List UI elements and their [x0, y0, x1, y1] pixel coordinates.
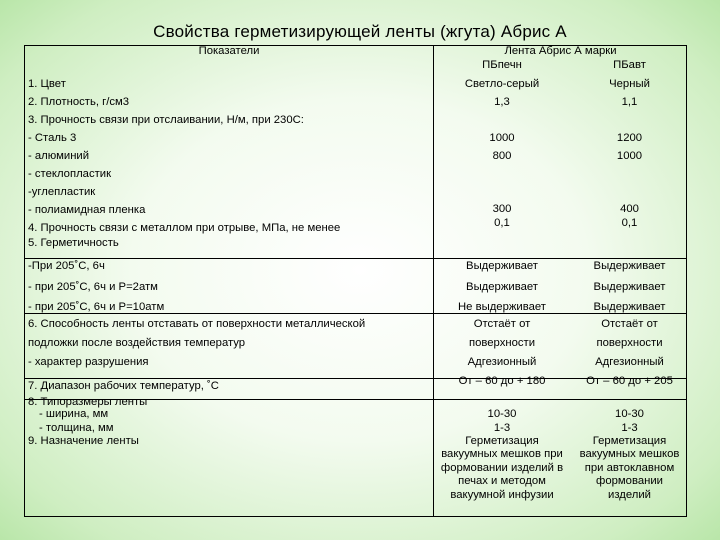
cell-value: 1,1 [621, 96, 638, 108]
header-col1: ПБпечн [482, 59, 522, 71]
cell-value: поверхности [596, 337, 663, 349]
row-label: -углепластик [28, 186, 96, 198]
header-col2: ПБавт [613, 59, 646, 71]
row-label: 9. Назначение ленты [28, 435, 139, 447]
cell-value: Светло-серый [464, 78, 540, 90]
cell-value: 0,1 [621, 217, 638, 229]
row-label: - Сталь 3 [28, 132, 77, 144]
cell-value: 1-3 [621, 422, 638, 434]
cell-value: 1000 [489, 132, 515, 144]
cell-value: Выдерживает [593, 260, 666, 272]
row-label: - стеклопластик [28, 168, 112, 180]
cell-value: 1,3 [494, 96, 510, 108]
row-label: -При 205˚С, 6ч [28, 260, 105, 272]
row-label: 8. Типоразмеры ленты [28, 396, 148, 408]
row-label: - при 205˚С, 6ч и Р=10атм [28, 301, 165, 313]
header-brand: Лента Абрис А марки [504, 45, 617, 57]
row-label: 2. Плотность, г/см3 [28, 96, 130, 108]
row-divider [25, 258, 686, 259]
cell-value: Адгезионный [595, 356, 664, 368]
cell-value: 10-30 [615, 408, 644, 420]
row-label: - при 205˚С, 6ч и Р=2атм [28, 281, 158, 293]
cell-value: От – 60 до + 180 [458, 375, 546, 387]
cell-value: 1200 [616, 132, 643, 144]
page-title: Свойства герметизирующей ленты (жгута) Абрис А [153, 22, 567, 41]
cell-value: 1-3 [493, 422, 511, 434]
cell-value: Выдерживает [466, 281, 538, 293]
cell-value: Отстаёт от [473, 318, 531, 330]
properties-table [24, 45, 687, 517]
cell-value: Не выдерживает [458, 301, 546, 313]
cell-value: Герметизация вакуумных мешков при автоклавном формовании изделий [579, 435, 680, 501]
row-label: - ширина, мм [39, 408, 109, 420]
cell-value: Герметизация вакуумных мешков при формовании изделий в печах и методом вакуумной инфузии [440, 435, 564, 501]
row-label: - полиамидная пленка [28, 204, 146, 216]
row-label: 3. Прочность связи при отслаивании, Н/м, при 230С: [28, 114, 304, 126]
cell-value: поверхности [468, 337, 536, 349]
row-label: 4. Прочность связи с металлом при отрыве, МПа, не менее [28, 222, 341, 234]
cell-value: Выдерживает [466, 260, 538, 272]
cell-value: Выдерживает [593, 301, 666, 313]
row-label: 1. Цвет [28, 78, 66, 90]
row-label: - толщина, мм [39, 422, 114, 434]
cell-value: Адгезионный [467, 356, 537, 368]
row-label: 6. Способность ленты отставать от поверхности металлической [28, 318, 366, 330]
cell-value: 800 [492, 150, 512, 162]
cell-value: 300 [492, 203, 512, 215]
row-label: 5. Герметичность [28, 237, 119, 249]
cell-value: Выдерживает [593, 281, 666, 293]
cell-value: Черный [609, 78, 650, 90]
row-label: подложки после воздействия температур [28, 337, 246, 349]
cell-value: От – 60 до + 205 [586, 375, 673, 387]
cell-value: Отстаёт от [601, 318, 658, 330]
cell-value: 10-30 [487, 408, 517, 420]
row-label: - характер разрушения [28, 356, 149, 368]
header-indicators: Показатели [198, 45, 260, 57]
cell-value: 1000 [616, 150, 643, 162]
row-label: - алюминий [28, 150, 90, 162]
cell-value: 400 [620, 203, 639, 215]
cell-value: 0,1 [494, 217, 510, 229]
row-label: 7. Диапазон рабочих температур, ˚С [28, 380, 219, 392]
